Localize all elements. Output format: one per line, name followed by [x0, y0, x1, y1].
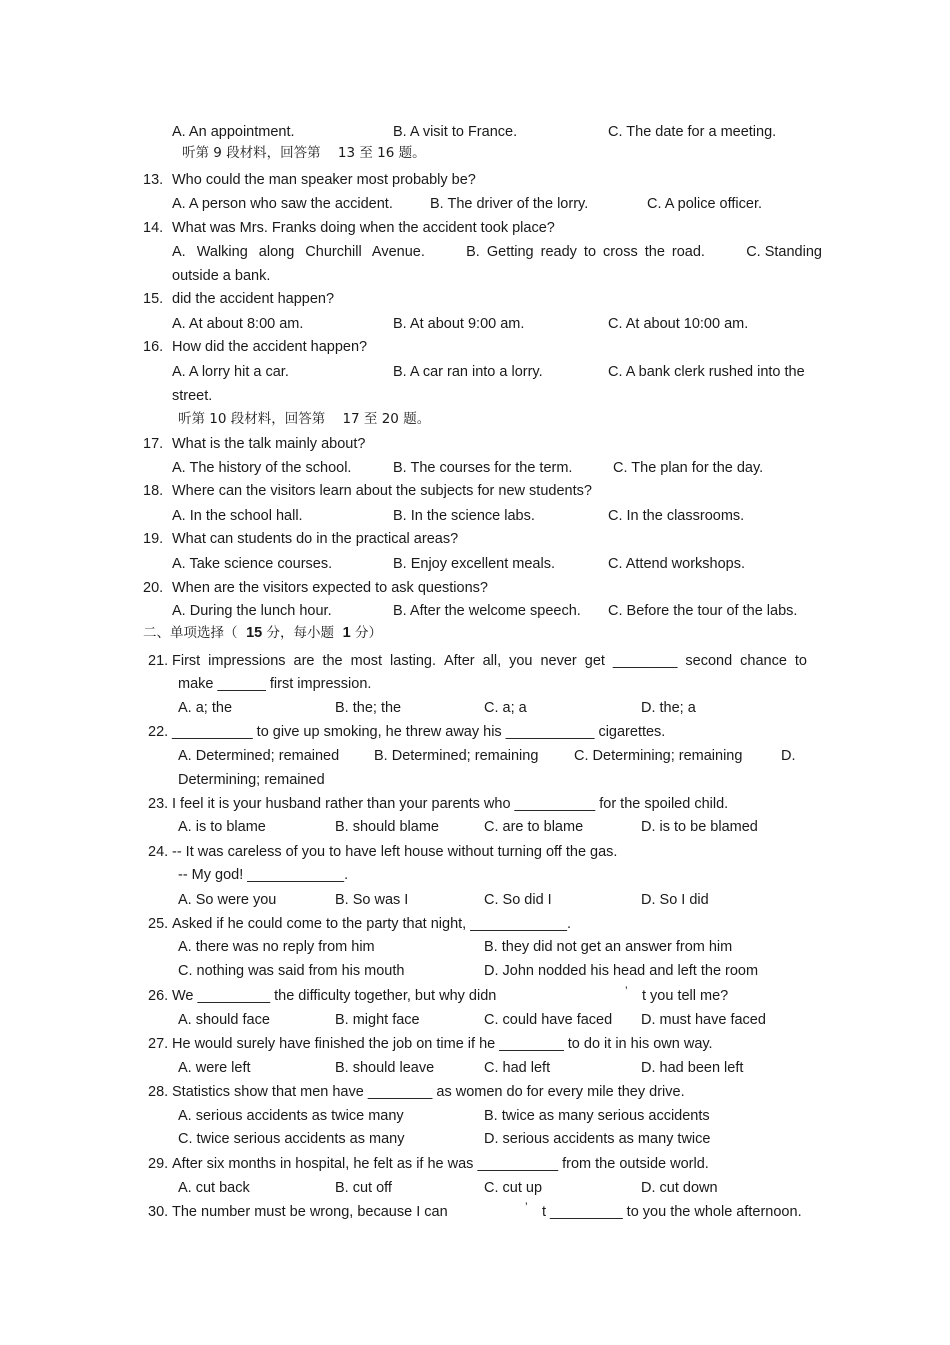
question-text: After six months in hospital, he felt as if he was __________ from the outside world. — [172, 1156, 709, 1172]
option-a: A. Determined; remained — [178, 748, 340, 764]
option-c: C. In the classrooms. — [608, 508, 745, 524]
option-c: C. cut up — [484, 1180, 543, 1196]
option-c: C. nothing was said from his mouth — [178, 963, 405, 979]
option-b: B. The driver of the lorry. — [430, 196, 589, 212]
option-a: A. Walking along Churchill Avenue. — [172, 244, 425, 260]
question-number: 29. — [148, 1156, 169, 1172]
option-c: C. A police officer. — [647, 196, 762, 212]
question-number: 26. — [148, 988, 169, 1004]
question-text: The number must be wrong, because I can — [172, 1204, 448, 1220]
option-d: D. must have faced — [641, 1012, 766, 1028]
option-c: C. had left — [484, 1060, 551, 1076]
option-a: A. serious accidents as twice many — [178, 1108, 404, 1124]
question-text: Statistics show that men have ________ as women do for every mile they drive. — [172, 1084, 685, 1100]
option-d: D. cut down — [641, 1180, 718, 1196]
option-b: B. A car ran into a lorry. — [393, 364, 543, 380]
option-c: C. Before the tour of the labs. — [608, 603, 798, 619]
options-row — [172, 243, 822, 261]
option-a: A. there was no reply from him — [178, 939, 375, 955]
question-number: 23. — [148, 796, 169, 812]
option-d: D. So I did — [641, 892, 709, 908]
question-text-continued: t _________ to you the whole afternoon. — [542, 1204, 802, 1220]
apostrophe: ’ — [525, 1200, 528, 1214]
option-b: B. At about 9:00 am. — [393, 316, 525, 332]
option-c: C. could have faced — [484, 1012, 613, 1028]
question-text: What was Mrs. Franks doing when the accident took place? — [172, 220, 555, 236]
option-b: B. should blame — [335, 819, 439, 835]
question-text: What is the talk mainly about? — [172, 436, 366, 452]
question-text: How did the accident happen? — [172, 339, 368, 355]
question-text-continued: t you tell me? — [642, 988, 729, 1004]
question-number: 30. — [148, 1204, 169, 1220]
question-number: 13. — [143, 172, 164, 188]
option-a: A. were left — [178, 1060, 251, 1076]
option-c: C. are to blame — [484, 819, 584, 835]
option-b: B. should leave — [335, 1060, 435, 1076]
question-number: 28. — [148, 1084, 169, 1100]
question-text: I feel it is your husband rather than your parents who __________ for the spoiled child. — [172, 796, 729, 812]
question-number: 25. — [148, 916, 169, 932]
question-text: Where can the visitors learn about the subjects for new students? — [172, 483, 592, 499]
option-a: A. should face — [178, 1012, 270, 1028]
option-b: B. The courses for the term. — [393, 460, 573, 476]
option-c: C. a; a — [484, 700, 527, 716]
option-c-continued: outside a bank. — [172, 268, 271, 284]
question-number: 16. — [143, 339, 164, 355]
option-a: A. cut back — [178, 1180, 250, 1196]
option-c: C. At about 10:00 am. — [608, 316, 749, 332]
question-text: When are the visitors expected to ask questions? — [172, 580, 488, 596]
listening-instruction-10: 听第 10 段材料，回答第 17 至 20 题。 — [178, 411, 431, 427]
option-b: B. they did not get an answer from him — [484, 939, 733, 955]
option-d: D. is to be blamed — [641, 819, 758, 835]
option-a: A. a; the — [178, 700, 233, 716]
question-text: __________ to give up smoking, he threw away his ___________ cigarettes. — [172, 724, 666, 740]
option-a: A. Take science courses. — [172, 556, 333, 572]
option-b: B. After the welcome speech. — [393, 603, 581, 619]
option-d: D. the; a — [641, 700, 696, 716]
question-text: First impressions are the most lasting. After all, you never get ________ second chance to — [172, 653, 807, 669]
option-d: D. had been left — [641, 1060, 744, 1076]
option-b: B. So was I — [335, 892, 409, 908]
option-d: D. serious accidents as many twice — [484, 1131, 711, 1147]
question-number: 22. — [148, 724, 169, 740]
option-a: A. is to blame — [178, 819, 266, 835]
question-number: 19. — [143, 531, 164, 547]
option-b: B. cut off — [335, 1180, 392, 1196]
option-c: C. Attend workshops. — [608, 556, 746, 572]
option-c-continued: street. — [172, 388, 213, 404]
option-c: C. The plan for the day. — [613, 460, 764, 476]
question-text: What can students do in the practical areas? — [172, 531, 459, 547]
question-number: 24. — [148, 844, 169, 860]
option-c: C. twice serious accidents as many — [178, 1131, 405, 1147]
option-c: C. The date for a meeting. — [608, 124, 777, 140]
question-text: -- It was careless of you to have left house without turning off the gas. — [172, 844, 618, 860]
option-b: B. might face — [335, 1012, 420, 1028]
option-a: A. In the school hall. — [172, 508, 303, 524]
option-d-continued: Determining; remained — [178, 772, 325, 788]
option-b: B. A visit to France. — [393, 124, 518, 140]
option-d: D. — [781, 748, 796, 764]
section-heading: 二、单项选择（ 15 分，每小题 1 分） — [143, 625, 382, 641]
question-text: We _________ the difficulty together, but why didn — [172, 988, 497, 1004]
option-d: D. John nodded his head and left the room — [484, 963, 759, 979]
option-b: B. Determined; remaining — [374, 748, 539, 764]
option-c: C. A bank clerk rushed into the — [608, 364, 805, 380]
question-number: 14. — [143, 220, 164, 236]
option-a: A. An appointment. — [172, 124, 295, 140]
question-number: 27. — [148, 1036, 169, 1052]
question-number: 18. — [143, 483, 164, 499]
option-a: A. A person who saw the accident. — [172, 196, 393, 212]
option-b: B. In the science labs. — [393, 508, 535, 524]
option-a: A. During the lunch hour. — [172, 603, 332, 619]
option-c: C. Standing — [746, 244, 822, 260]
question-text: Who could the man speaker most probably be? — [172, 172, 476, 188]
apostrophe: ’ — [625, 984, 628, 998]
question-number: 21. — [148, 653, 169, 669]
question-text: He would surely have finished the job on time if he ________ to do it in his own way. — [172, 1036, 713, 1052]
question-text-continued: -- My god! ____________. — [178, 867, 349, 883]
question-number: 15. — [143, 291, 164, 307]
question-text: Asked if he could come to the party that night, ____________. — [172, 916, 572, 932]
question-number: 20. — [143, 580, 164, 596]
listening-instruction-9: 听第 9 段材料，回答第 13 至 16 题。 — [182, 145, 426, 161]
option-b: B. Enjoy excellent meals. — [393, 556, 555, 572]
option-a: A. A lorry hit a car. — [172, 364, 289, 380]
option-a: A. The history of the school. — [172, 460, 352, 476]
option-a: A. At about 8:00 am. — [172, 316, 304, 332]
option-c: C. Determining; remaining — [574, 748, 743, 764]
question-number: 17. — [143, 436, 164, 452]
option-b: B. twice as many serious accidents — [484, 1108, 710, 1124]
option-b: B. Getting ready to cross the road. — [466, 244, 705, 260]
question-text-continued: make ______ first impression. — [178, 676, 372, 692]
option-b: B. the; the — [335, 700, 402, 716]
option-c: C. So did I — [484, 892, 552, 908]
option-a: A. So were you — [178, 892, 277, 908]
question-text: did the accident happen? — [172, 291, 335, 307]
